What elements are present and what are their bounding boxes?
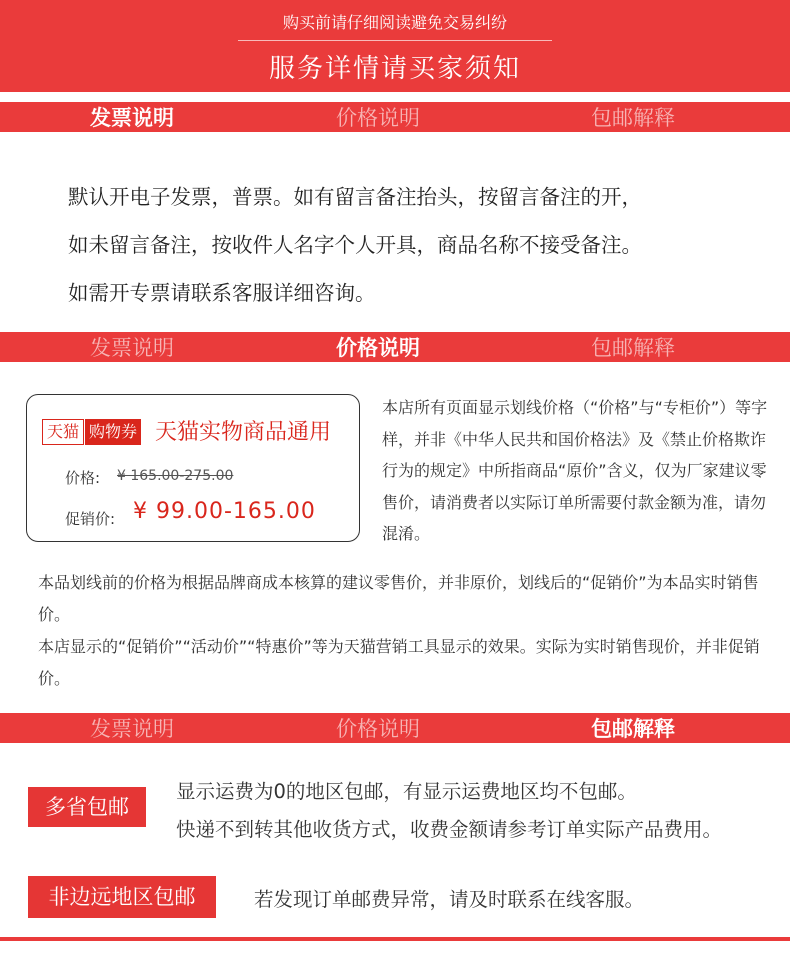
tab-shipping[interactable]: 包邮解释 bbox=[591, 106, 675, 130]
bottom-divider bbox=[0, 937, 790, 941]
tmall-tag: 天猫 bbox=[42, 419, 84, 445]
coupon-title: 天猫实物商品通用 bbox=[155, 420, 332, 445]
shipping-line-3: 若发现订单邮费异常，请及时联系在线客服。 bbox=[254, 888, 645, 911]
tab-invoice[interactable]: 发票说明 bbox=[90, 717, 174, 741]
price-explanation-text: 本店所有页面显示划线价格（“价格”与“专柜价”）等字样，并非《中华人民共和国价格法》及《禁止价格欺诈行为的规定》中所指商品“原价”含义，仅为厂家建议零售价，请消费者以实际订单所需要付款金额为准，请勿混淆。 bbox=[382, 398, 768, 543]
invoice-line-3: 如需开专票请联系客服详细咨询。 bbox=[68, 281, 376, 305]
header-title: 服务详情请买家须知 bbox=[268, 54, 521, 84]
invoice-line-2: 如未留言备注，按收件人名字个人开具，商品名称不接受备注。 bbox=[68, 233, 642, 257]
price-coupon-card bbox=[26, 394, 360, 542]
strikethrough-price: ¥ 165.00-275.00 bbox=[117, 468, 234, 484]
non-remote-free-shipping-badge: 非边远地区包邮 bbox=[28, 876, 216, 918]
multi-province-free-shipping-badge: 多省包邮 bbox=[28, 787, 146, 827]
tab-bar-invoice-section bbox=[0, 102, 790, 132]
tab-invoice[interactable]: 发票说明 bbox=[90, 106, 174, 130]
shipping-line-2: 快递不到转其他收货方式，收费金额请参考订单实际产品费用。 bbox=[176, 818, 723, 841]
tab-price[interactable]: 价格说明 bbox=[336, 717, 420, 741]
tab-invoice[interactable]: 发票说明 bbox=[90, 336, 174, 360]
invoice-line-1: 默认开电子发票，普票。如有留言备注抬头，按留言备注的开， bbox=[68, 185, 642, 209]
tab-price[interactable]: 价格说明 bbox=[336, 106, 420, 130]
price-note-1: 本品划线前的价格为根据品牌商成本核算的建议零售价，并非原价，划线后的“促销价”为本品实时销售价。 bbox=[38, 573, 759, 624]
price-label: 价格: bbox=[65, 469, 101, 487]
header-subtitle: 购买前请仔细阅读避免交易纠纷 bbox=[282, 13, 507, 32]
shipping-line-1: 显示运费为0的地区包邮，有显示运费地区均不包邮。 bbox=[176, 780, 637, 803]
promo-price: ¥ 99.00-165.00 bbox=[133, 499, 316, 524]
header-divider bbox=[238, 40, 552, 41]
tab-bar-price-section bbox=[0, 332, 790, 362]
tab-bar-shipping-section bbox=[0, 713, 790, 743]
promo-price-label: 促销价: bbox=[65, 510, 116, 528]
tab-shipping[interactable]: 包邮解释 bbox=[591, 336, 675, 360]
tab-price[interactable]: 价格说明 bbox=[336, 336, 420, 360]
tab-shipping[interactable]: 包邮解释 bbox=[591, 717, 675, 741]
price-note-2: 本店显示的“促销价”“活动价”“特惠价”等为天猫营销工具显示的效果。实际为实时销售现价，并非促销价。 bbox=[38, 637, 760, 688]
header-banner bbox=[0, 0, 790, 92]
voucher-tag: 购物券 bbox=[85, 419, 141, 445]
